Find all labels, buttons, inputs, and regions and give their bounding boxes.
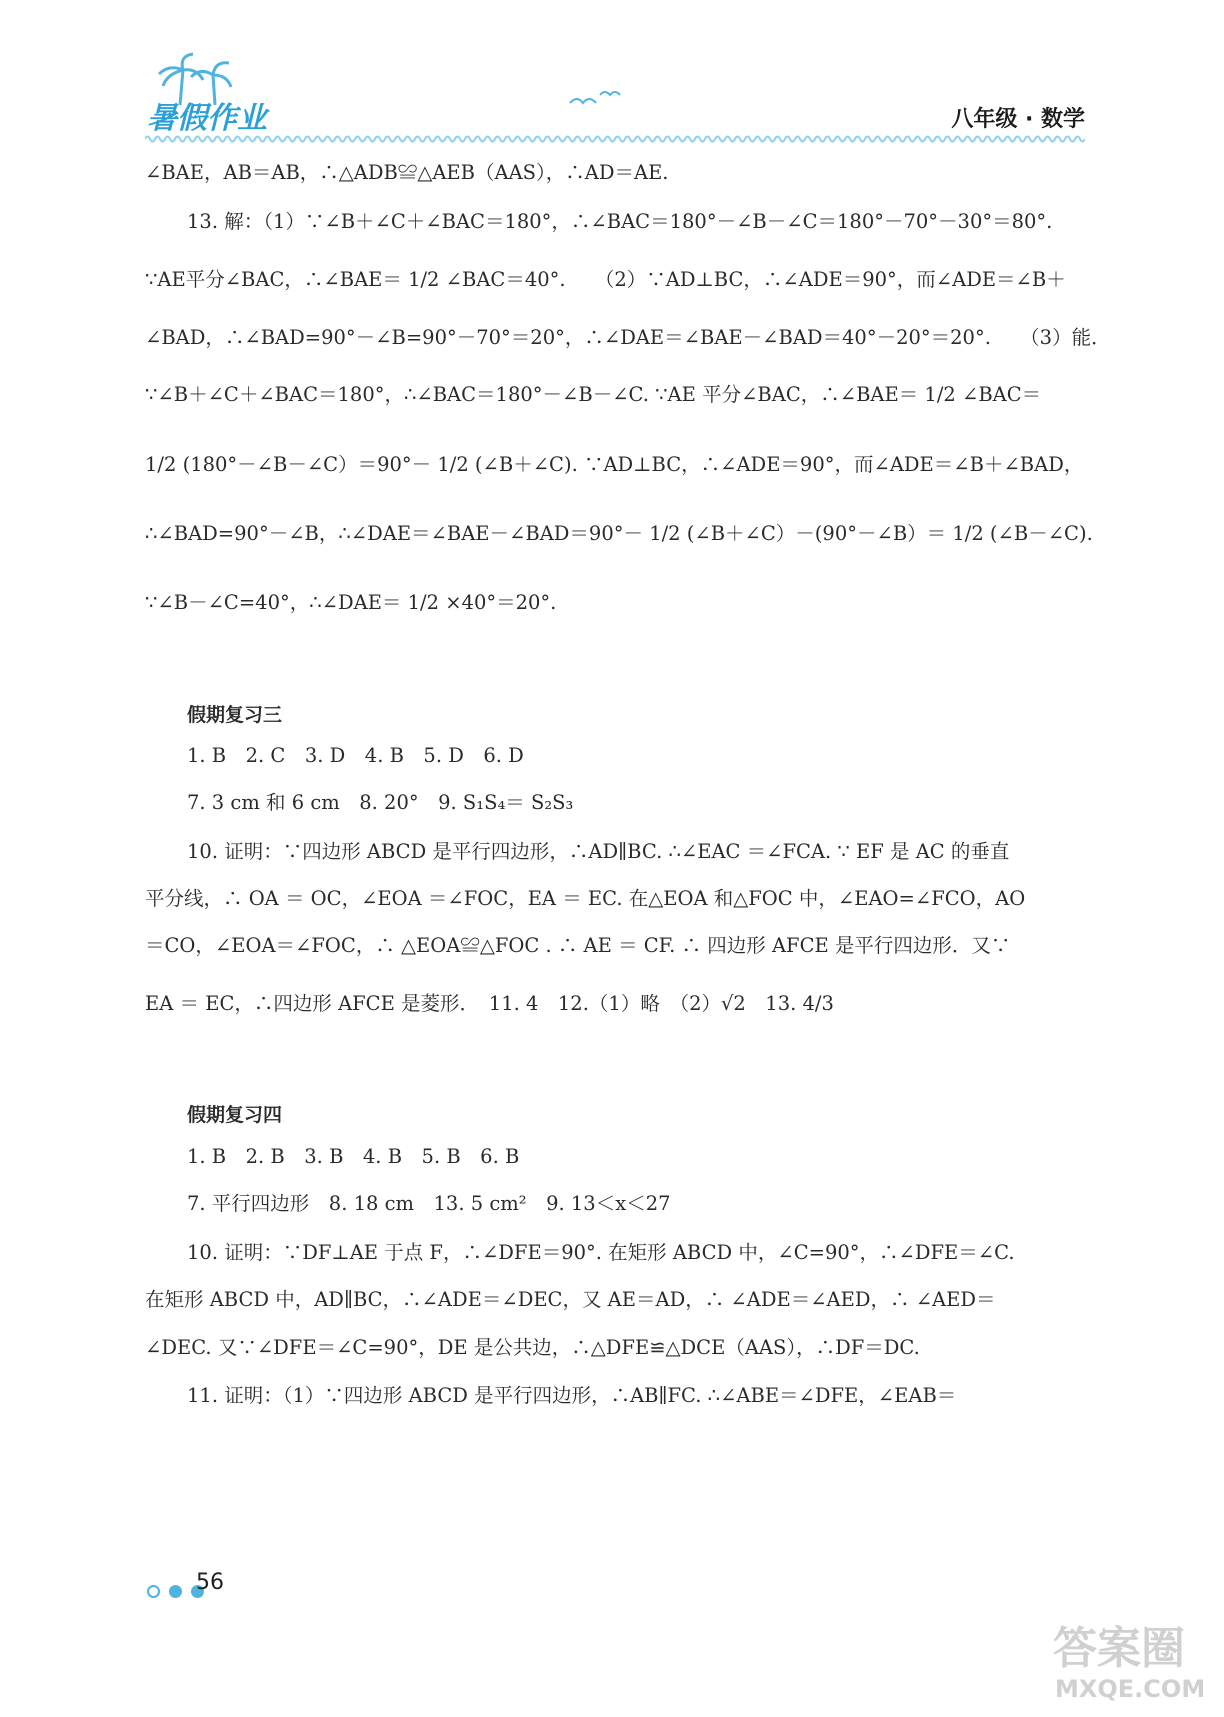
text-line: 11. 证明：（1）∵四边形 ABCD 是平行四边形，∴AB∥FC. ∴∠ABE＝∠DFE，∠EAB＝ <box>187 1384 957 1407</box>
svg-text:答案圈: 答案圈 <box>1053 1623 1185 1674</box>
text-line: 10. 证明：∵四边形 ABCD 是平行四边形，∴AD∥BC. ∴∠EAC ＝∠FCA. ∵ EF 是 AC 的垂直 <box>187 840 1010 863</box>
watermark-logo <box>1045 1605 1215 1705</box>
text-line: ∠BAE，AB＝AB，∴△ADB≌△AEB（AAS），∴AD＝AE. <box>145 161 669 184</box>
text-line: ＝CO，∠EOA＝∠FOC，∴ △EOA≌△FOC . ∴ AE ＝ CF. ∴ 四边形 AFCE 是平行四边形．又∵ <box>145 934 1011 957</box>
dot-filled-icon <box>169 1585 182 1598</box>
text-line: 1. B 2. B 3. B 4. B 5. B 6. B <box>187 1145 520 1168</box>
text-line: 7. 3 cm 和 6 cm 8. 20° 9. S₁S₄＝ S₂S₃ <box>187 791 574 814</box>
text-line: 10. 证明：∵DF⊥AE 于点 F，∴∠DFE＝90°. 在矩形 ABCD 中，∠C=90°，∴∠DFE＝∠C. <box>187 1241 1015 1264</box>
text-line: 1. B 2. C 3. D 4. B 5. D 6. D <box>187 744 524 767</box>
svg-text:暑假作业: 暑假作业 <box>147 101 267 136</box>
text-line: 13. 解：（1）∵∠B＋∠C＋∠BAC＝180°，∴∠BAC＝180°－∠B－∠C＝180°－70°－30°＝80°. <box>187 210 1053 233</box>
text-line: EA ＝ EC，∴四边形 AFCE 是菱形． 11. 4 12.（1）略 （2）√2 13. 4/3 <box>145 992 834 1015</box>
text-line: ∵∠B＋∠C＋∠BAC＝180°，∴∠BAC＝180°－∠B－∠C. ∵AE 平分∠BAC，∴∠BAE＝ 1/2 ∠BAC＝ <box>145 383 1042 406</box>
text-line: 1/2 (180°－∠B－∠C）＝90°－ 1/2 (∠B＋∠C). ∵AD⊥BC，∴∠ADE＝90°，而∠ADE＝∠B＋∠BAD， <box>145 453 1084 476</box>
text-line: 平分线，∴ OA ＝ OC，∠EOA ＝∠FOC，EA ＝ EC. 在△EOA 和△FOC 中，∠EAO=∠FCO，AO <box>145 887 1026 910</box>
dot-outline-icon <box>147 1585 160 1598</box>
svg-text:MXQE.COM: MXQE.COM <box>1055 1675 1206 1703</box>
text-line: 在矩形 ABCD 中，AD∥BC，∴∠ADE＝∠DEC，又 AE＝AD，∴ ∠ADE＝∠AED，∴ ∠AED＝ <box>145 1288 996 1311</box>
section-title: 假期复习四 <box>187 1104 283 1126</box>
section-title: 假期复习三 <box>187 704 283 726</box>
text-line: ∵AE平分∠BAC，∴∠BAE＝ 1/2 ∠BAC＝40°. （2）∵AD⊥BC，∴∠ADE＝90°，而∠ADE＝∠B＋ <box>145 268 1066 291</box>
text-line: ∴∠BAD=90°－∠B，∴∠DAE＝∠BAE－∠BAD＝90°－ 1/2 (∠B＋∠C）－(90°－∠B）＝ 1/2 (∠B－∠C). <box>145 522 1093 545</box>
text-line: ∵∠B－∠C=40°，∴∠DAE＝ 1/2 ×40°＝20°. <box>145 591 557 614</box>
text-line: ∠BAD，∴∠BAD=90°－∠B=90°－70°＝20°，∴∠DAE＝∠BAE－∠BAD＝40°－20°＝20°. （3）能． <box>145 326 1111 349</box>
text-line: ∠DEC. 又∵∠DFE＝∠C=90°，DE 是公共边，∴△DFE≌△DCE（AAS），∴DF＝DC. <box>145 1336 920 1359</box>
text-line: 7. 平行四边形 8. 18 cm 13. 5 cm² 9. 13＜x＜27 <box>187 1192 671 1215</box>
grade-subject: 八年级 · 数学 <box>951 107 1085 132</box>
answer-content <box>145 0 1111 1717</box>
page-number: 56 <box>196 1570 224 1595</box>
